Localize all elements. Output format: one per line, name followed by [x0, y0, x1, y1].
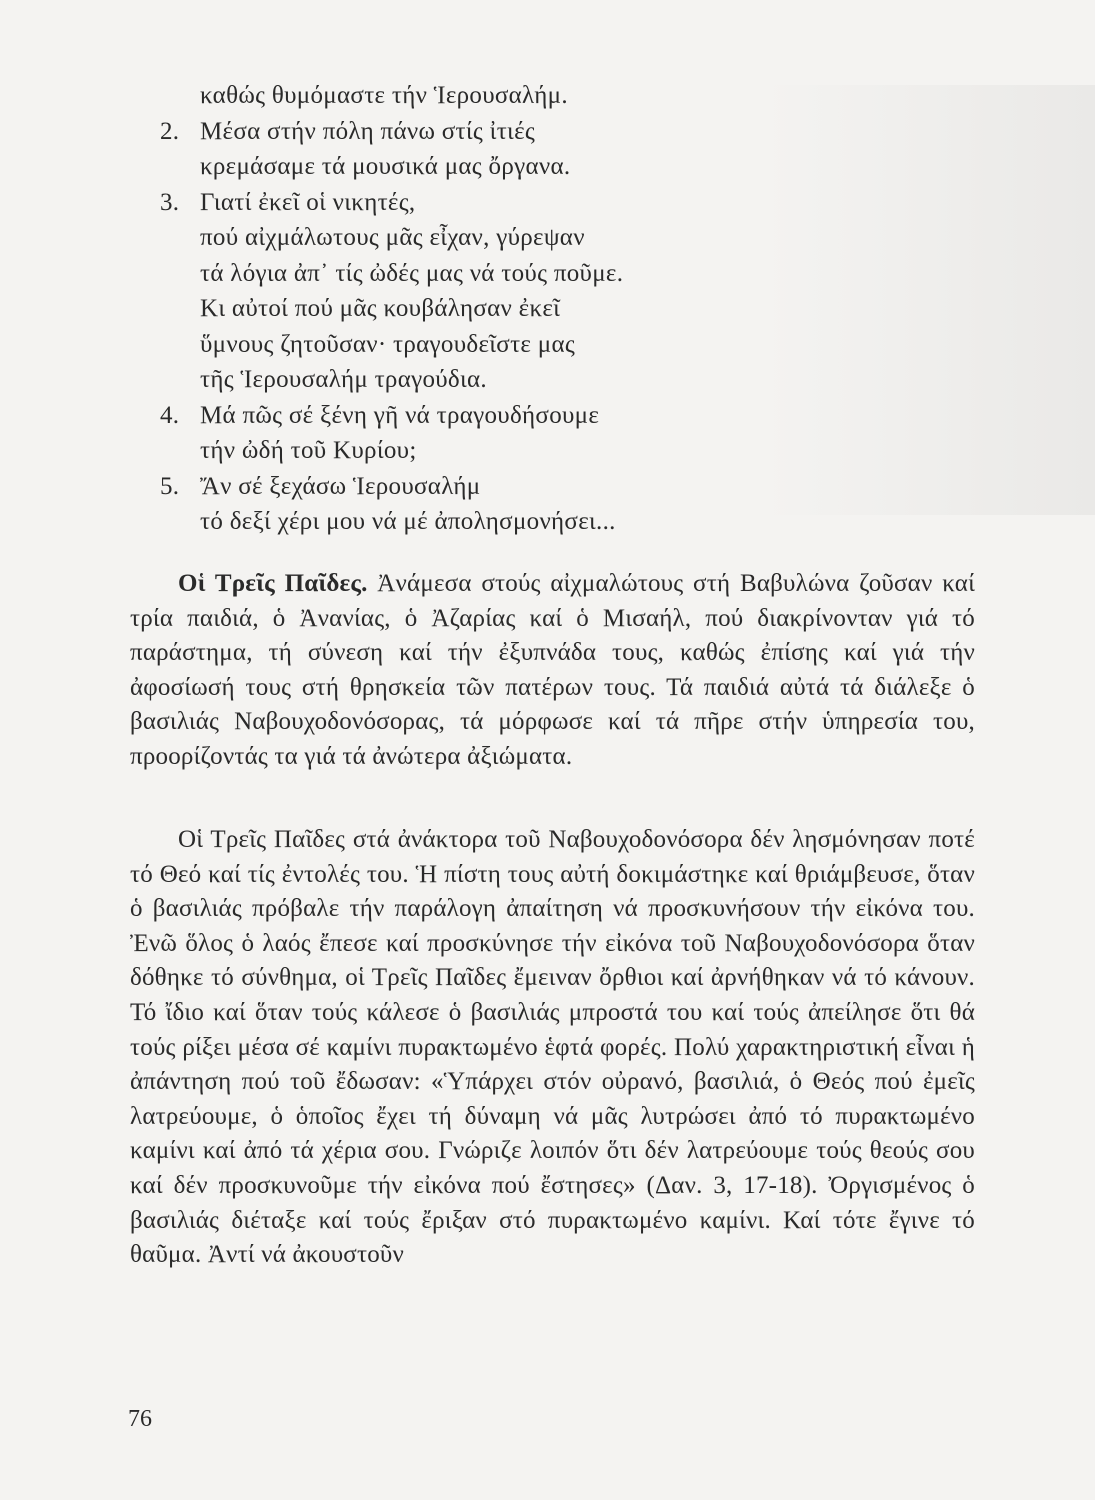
verse-text: πού αἰχμάλωτους μᾶς εἶχαν, γύρεψαν: [200, 224, 585, 251]
poem-line: [160, 220, 800, 256]
verse-text: τά λόγια ἀπ᾿ τίς ὠδές μας νά τούς ποῦμε.: [200, 259, 624, 287]
section-heading: Οἱ Τρεῖς Παῖδες.: [178, 570, 368, 597]
verse-text: κρεμάσαμε τά μουσικά μας ὄργανα.: [200, 153, 571, 180]
poem-line: [160, 469, 800, 505]
verse-text: Γιατί ἐκεῖ οἱ νικητές,: [200, 188, 416, 216]
page-bleed-through: [765, 85, 1095, 515]
verse-number: 2.: [160, 117, 180, 145]
poem-line: [160, 114, 800, 150]
paragraph-three-children: [130, 567, 975, 775]
poem-line: [160, 504, 800, 540]
poem-line: [160, 78, 800, 114]
poem-line: [160, 185, 800, 221]
verse-text: Μά πῶς σέ ξένη γῆ νά τραγουδήσουμε: [200, 401, 600, 429]
paragraph-1-text: Ἀνάμεσα στούς αἰχμαλώτους στή Βαβυλώνα ζοῦσαν καί τρία παιδιά, ὁ Ἀνανίας, ὁ Ἀζαρίας καί ὁ Μισαήλ, πού διακρίνονταν γιά τό παράστημα, τή σύνεση καί τήν ἐξυπνάδα τους, καθώς ἐπίσης καί γιά τήν ἀφοσίωσή τους στή θρησκεία τῶν πατέρων τους. Τά παιδιά αὐτά τά διάλεξε ὁ βασιλιάς Ναβουχοδονόσορας, τά μόρφωσε καί τά πῆρε στήν ὑπηρεσία του, προορίζοντάς τα γιά τά ἀνώτερα ἀξιώματα.: [130, 570, 975, 770]
verse-text: τῆς Ἱερουσαλήμ τραγούδια.: [200, 366, 487, 393]
verse-number: 5.: [160, 472, 180, 500]
poem-line: [160, 149, 800, 185]
poem-line: [160, 327, 800, 363]
verse-text: Ἄν σέ ξεχάσω Ἱερουσαλήμ: [200, 472, 481, 500]
verse-number: 4.: [160, 401, 180, 429]
verse-text: Μέσα στήν πόλη πάνω στίς ἰτιές: [200, 117, 536, 145]
verse-number: 3.: [160, 188, 180, 216]
poem-line: [160, 433, 800, 469]
poem-line: [160, 398, 800, 434]
poem-line: [160, 362, 800, 398]
verse-text: ὕμνους ζητοῦσαν· τραγουδεῖστε μας: [200, 330, 576, 358]
verse-text: τό δεξί χέρι μου νά μέ ἀπολησμονήσει...: [200, 508, 616, 535]
psalm-excerpt: [160, 78, 800, 540]
verse-text: Κι αὐτοί πού μᾶς κουβάλησαν ἐκεῖ: [200, 295, 561, 322]
page-number: 76: [128, 1406, 152, 1432]
poem-line: [160, 291, 800, 327]
paragraph-faith-test: Οἱ Τρεῖς Παῖδες στά ἀνάκτορα τοῦ Ναβουχοδονόσορα δέν λησμόνησαν ποτέ τό Θεό καί τίς ἐντολές του. Ἡ πίστη τους αὐτή δοκιμάστηκε καί θριάμβευσε, ὅταν ὁ βασιλιάς πρόβαλε τήν παράλογη ἀπαίτηση νά προσκυνήσουν τήν εἰκόνα του. Ἐνῶ ὅλος ὁ λαός ἔπεσε καί προσκύνησε τήν εἰκόνα τοῦ Ναβουχοδονόσορα ὅταν δόθηκε τό σύνθημα, οἱ Τρεῖς Παῖδες ἔμειναν ὄρθιοι καί ἀρνήθηκαν νά τό κάνουν. Τό ἴδιο καί ὅταν τούς κάλεσε ὁ βασιλιάς μπροστά του καί τούς ἀπείλησε ὅτι θά τούς ρίξει μέσα σέ καμίνι πυρακτωμένο ἑφτά φορές. Πολύ χαρακτηριστική εἶναι ἡ ἀπάντηση πού τοῦ ἔδωσαν: «Ὑπάρχει στόν οὐρανό, βασιλιά, ὁ Θεός πού ἐμεῖς λατρεύουμε, ὁ ὁποῖος ἔχει τή δύναμη νά μᾶς λυτρώσει ἀπό τό πυρακτωμένο καμίνι καί ἀπό τά χέρια σου. Γνώριζε λοιπόν ὅτι δέν λατρεύουμε τούς θεούς σου καί δέν προσκυνοῦμε τήν εἰκόνα πού ἔστησες» (Δαν. 3, 17-18). Ὀργισμένος ὁ βασιλιάς διέταξε καί τούς ἔριξαν στό πυρακτωμένο καμίνι. Καί τότε ἔγινε τό θαῦμα. Ἀντί νά ἀκουστοῦν: [130, 826, 975, 1269]
verse-text: καθώς θυμόμαστε τήν Ἱερουσαλήμ.: [200, 82, 568, 109]
verse-text: τήν ὠδή τοῦ Κυρίου;: [200, 437, 417, 464]
poem-line: [160, 256, 800, 292]
